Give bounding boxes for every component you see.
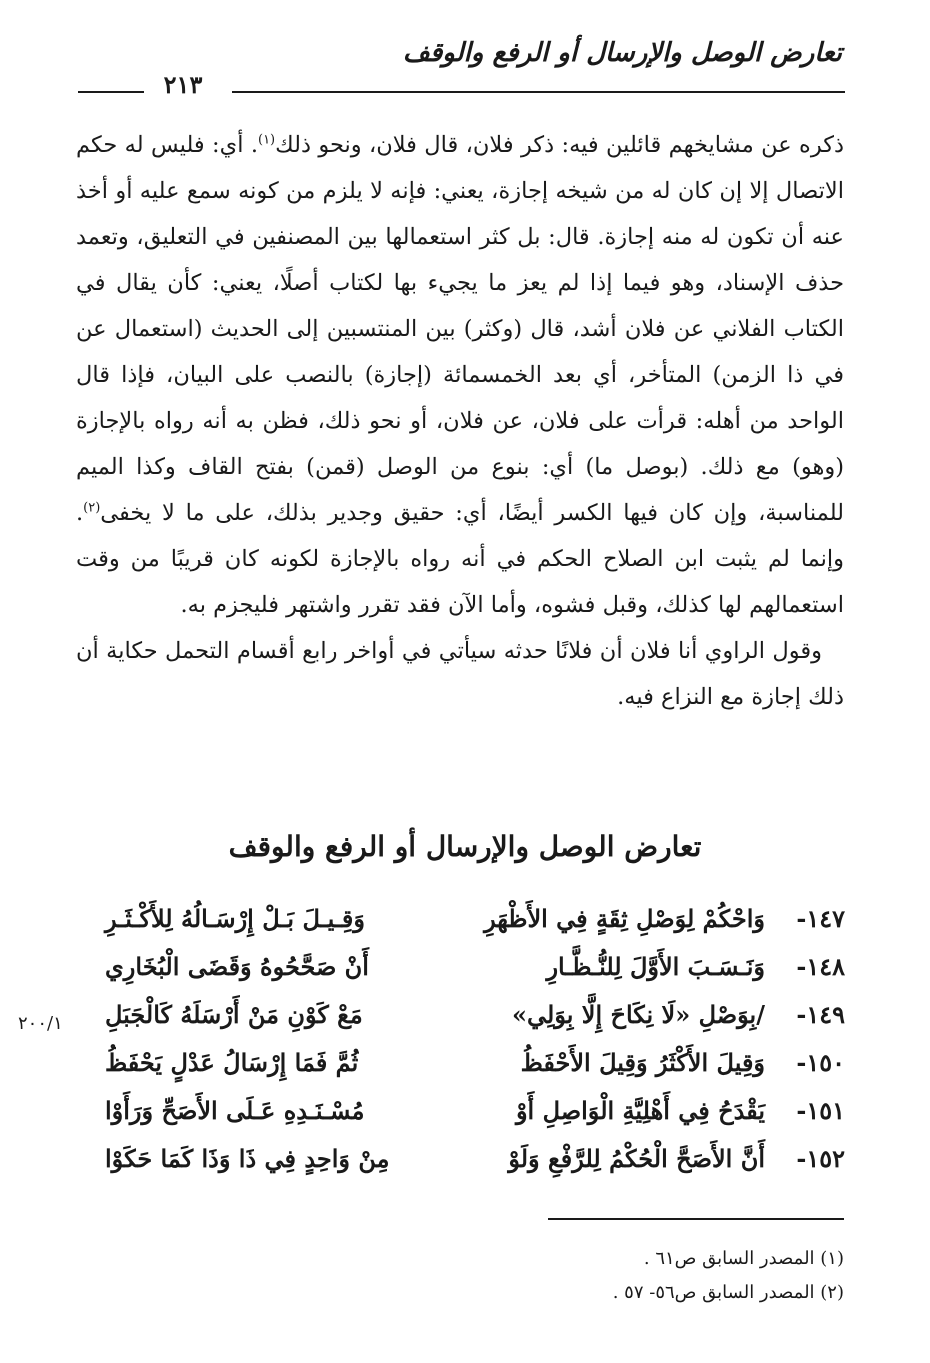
verse-149 — [95, 992, 845, 1040]
verse-number: ١٥٢- — [796, 1144, 845, 1173]
verse-first-hemistich: وَقِيلَ الأَكْثَرُ وَقِيلَ الأَحْفَظُ — [520, 1048, 765, 1077]
poem-verses — [95, 896, 845, 1184]
verse-number: ١٥١- — [796, 1096, 845, 1125]
paragraph-1-part-c: . وإنما لم يثبت ابن الصلاح الحكم في أنه رواه بالإجازة لكونه كان قريبًا من وقت استعمالهم لها كذلك، وقبل فشوه، وأما الآن فقد تقرر واشتهر فليجزم به. — [76, 500, 844, 618]
footnote-separator — [548, 1218, 844, 1220]
paragraph-1-part-a: ذكره عن مشايخهم قائلين فيه: ذكر فلان، قال فلان، ونحو ذلك — [275, 132, 844, 158]
footnote-ref-1: (١) — [257, 132, 276, 148]
verse-151 — [95, 1088, 845, 1136]
footnote-1: (١) المصدر السابق ص٦١ . — [643, 1248, 844, 1269]
verse-first-hemistich: يَقْدَحُ فِي أَهْلِيَّةِ الْوَاصِلِ أَوْ — [515, 1096, 765, 1125]
verse-second-hemistich: ثُمَّ فَمَا إِرْسَالُ عَدْلٍ يَحْفَظُ — [105, 1048, 359, 1077]
verse-number: ١٤٧- — [796, 904, 845, 933]
verse-second-hemistich: مَعْ كَوْنِ مَنْ أَرْسَلَهُ كَالْجَبَلِ — [105, 1000, 363, 1029]
body-text — [76, 122, 844, 720]
paragraph-1 — [76, 122, 844, 628]
verse-number: ١٤٨- — [796, 952, 845, 981]
verse-147 — [95, 896, 845, 944]
footnotes — [344, 1242, 844, 1310]
verse-150 — [95, 1040, 845, 1088]
header-rule-left — [78, 91, 144, 93]
verse-number: ١٥٠- — [796, 1048, 845, 1077]
section-heading: تعارض الوصل والإرسال أو الرفع والوقف — [228, 830, 702, 863]
header-rule-right — [232, 91, 845, 93]
footnote-ref-2: (٢) — [83, 500, 101, 516]
verse-second-hemistich: وَقِـيـلَ بَـلْ إِرْسَـالُهُ لِلأَكْـثَـرِ — [105, 904, 365, 933]
page-number: ٢١٣ — [163, 70, 203, 99]
verse-first-hemistich: أَنَّ الأَصَحَّ الْحُكْمُ لِلرَّفْعِ وَلَوْ — [508, 1144, 765, 1173]
paragraph-2: وقول الراوي أنا فلان أن فلانًا حدثه سيأتي في أواخر رابع أقسام التحمل حكاية أن ذلك إجازة مع النزاع فيه. — [76, 638, 844, 710]
verse-148 — [95, 944, 845, 992]
margin-note: ٢٠٠/١ — [18, 1013, 63, 1034]
paragraph-1-part-b: . أي: فليس له حكم الاتصال إلا إن كان له من شيخه إجازة، يعني: فإنه لا يلزم من كونه سمع عليه أو أخذ عنه أن تكون له منه إجازة. قال: بل كثر استعمالها بين المصنفين في التعليق، وتعمد حذف الإسناد، وهو فيما إذا لم يعز ما يجيء بها لكتاب أصلًا، يعني: كأن يقال في الكتاب الفلاني عن فلان أشد، قال (وكثر) بين المنتسبين إلى الحديث (استعمال عن في ذا الزمن) المتأخر، أي بعد الخمسمائة (إجازة) بالنصب على البيان، فإذا قال الواحد من أهله: قرأت على فلان، عن فلان، أو نحو ذلك، فظن به أنه رواه بالإجازة (وهو) مع ذلك. (بوصل ما) أي: بنوع من الوصل (قمن) بفتح القاف وكذا الميم للمناسبة، وإن كان فيها الكسر أيضًا، أي: حقيق وجدير بذلك، على ما لا يخفى — [76, 132, 844, 526]
verse-first-hemistich: وَنَـسَـبَ الأَوَّلَ لِلنُّـظَّـارِ — [546, 952, 765, 981]
verse-second-hemistich: مُسْـنَـدِهِ عَـلَى الأَصَحِّ وَرَأَوْا — [105, 1096, 365, 1125]
verse-second-hemistich: مِنْ وَاحِدٍ فِي ذَا وَذَا كَمَا حَكَوْا — [105, 1144, 390, 1173]
footnote-2: (٢) المصدر السابق ص٥٦- ٥٧ . — [612, 1282, 844, 1303]
verse-first-hemistich: /بِوَصْلِ «لَا نِكَاحَ إِلَّا بِوَلِي» — [512, 1000, 765, 1029]
running-head: تعارض الوصل والإرسال أو الرفع والوقف — [402, 38, 842, 68]
verse-second-hemistich: أَنْ صَحَّحُوهُ وَقَضَى الْبُخَارِي — [105, 952, 369, 981]
verse-152 — [95, 1136, 845, 1184]
verse-first-hemistich: وَاحْكُمْ لِوَصْلِ ثِقَةٍ فِي الأَظْهَرِ — [484, 904, 765, 933]
verse-number: ١٤٩- — [796, 1000, 845, 1029]
